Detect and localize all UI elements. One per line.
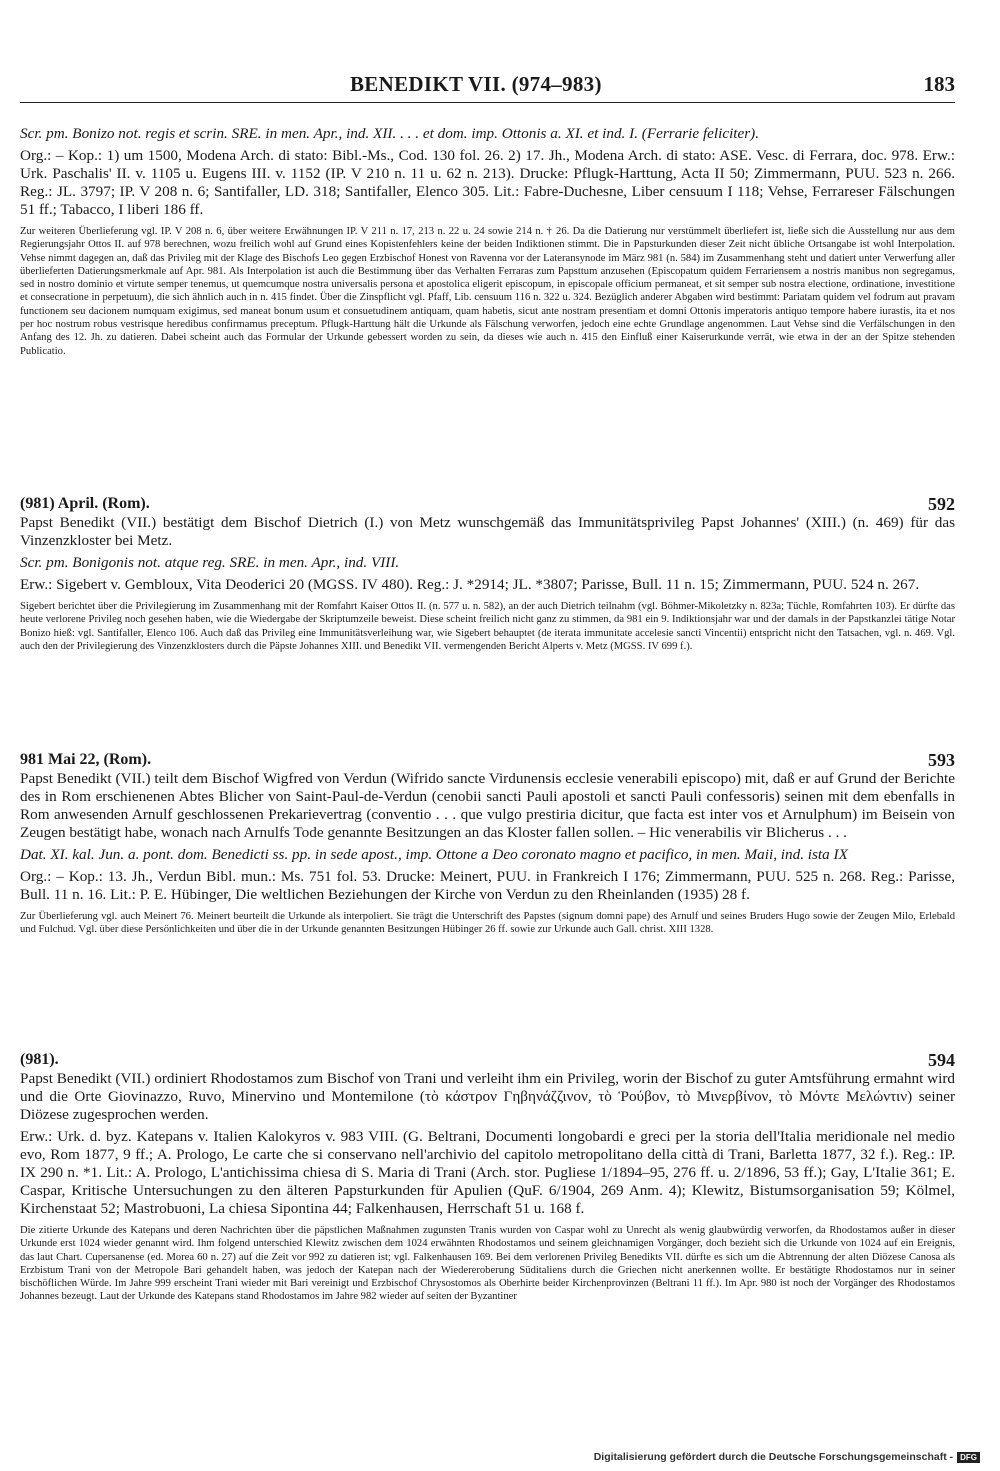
regest-number: 593: [928, 750, 955, 770]
regest-heading: [20, 750, 955, 770]
regest-commentary: Zur Überlieferung vgl. auch Meinert 76. Meinert beurteilt die Urkunde als interpoliert. Sie trägt die Unterschrift des Papstes (signum domni pape) des Arnulf und seines Bruders Hugo sowie der Zeugen Milo, Erlebald und Fulchud. Vgl. über diese Persönlichkeiten und über die in der Urkunde genannten Besitzungen Hübinger 26 ff. sowie zur Urkunde auch Gall. christ. XIII 1328.: [20, 911, 955, 936]
regest-heading: [20, 1050, 955, 1070]
entry-commentary: Zur weiteren Überlieferung vgl. IP. V 208 n. 6, über weitere Erwähnungen IP. V 211 n. 17, 213 n. 22 u. 24 sowie 214 n. † 26. Da die Datierung nur verstümmelt überliefert ist, ließe sich die Ausstellung nur aus dem Regierungsjahr Ottos II. auf 978 berechnen, wozu freilich wohl auf Grund eines Kopistenfehlers keine der beiden Indiktionen stimmt. Die in Papsturkunden dieser Zeit nicht übliche Ortsangabe ist wohl Interpolation. Vehse nimmt dagegen an, daß das Privileg mit der Klage des Bischofs Leo gegen Erzbischof Honest von Ravenna vor der Lateransynode im März 981 (n. 584) im Zusammenhang steht und datiert unter Verwerfung aller überlieferten Datierungsmerkmale auf Apr. 981. Als Interpolation ist auch die Bestimmung über das Verhalten Ferraras zum Papsttum anzusehen (Episcopatum quidem Ferrariensem a nostris manibus non segregamus, sed in nostro dominio et virtute semper tenemus, ut quemcumque nostra universalis persona et apostolica eligerit episcopum, in episcopale officium permaneat, et sit semper sub nostra electione, ordinatione, investitione et consecratione in perpetuum), die sich ähnlich auch in n. 415 findet. Über die Zinspflicht vgl. Pfaff, Lib. censuum 116 n. 322 u. 324. Bezüglich anderer Abgaben wird bestimmt: Pariatam quidem vel fodrum aut pravam functionem seu dacionem numquam exigimus, sed maneat bonum usum et consuetudinem antiquam, quam habetis, sicut ante nostram presentiam et domni Ottonis imperatoris antiquo tempore habere iurastis, ita et nos per hoc nostrum robus vestrisque heredibus confirmamus preceptum. Pflugk-Harttung hält die Urkunde als Fälschung verworfen, jedoch eine echte Grundlage angenommen. Laut Vehse sind die Verfälschungen in den Anfang des 12. Jh. zu datieren. Dabei scheint auch das Formular der Urkunde gebessert worden zu sein, da dieses wie auch n. 415 den Einfluß einer Kaiserurkunde verrät, wie etwa in der an der Spitze stehenden Publicatio.: [20, 226, 955, 357]
regest-commentary: Die zitierte Urkunde des Katepans und deren Nachrichten über die päpstlichen Maßnahmen zugunsten Tranis wurden von Caspar wohl zu Unrecht als wenig glaubwürdig verworfen, da Rhodostamos außer in dieser Urkunde erst 1024 wieder genannt wird. Ihm folgend unterschied Klewitz zwischen dem 1024 erwähnten Rhodostamos und seinem gleichnamigen Vorgänger, doch bezieht sich die Urkunde von 1024 auf ein Ereignis, das laut Chart. Cupersanense (ed. Morea 60 n. 27) auf die Zeit vor 992 zu datieren ist; vgl. Falkenhausen 169. Bei dem verlorenen Privileg Benedikts VII. dürfte es sich um die Abtrennung der alten Diözese Canosa als Erzbistum Trani von der Metropole Bari gehandelt haben, was jedoch der Katepan nach der Wiedereroberung Süditaliens durch die Griechen nicht anerkennen wollte. Er bestätigte Rhodostamos nur in seiner bischöflichen Würde. Im Jahre 999 erscheint Trani wieder mit Bari vereinigt und Erzbischof Chrysostomos als Oberhirte beider Kirchenprovinzen (Beltrani 11 ff.). Im Apr. 980 ist noch der Vorgänger des Rhodostamos Johannes bezeugt. Laut der Urkunde des Katepans stand Rhodostamos im Jahre 982 wieder auf seiten der Byzantiner: [20, 1225, 955, 1303]
running-title: BENEDIKT VII. (974–983): [350, 72, 602, 96]
regest-592: [20, 494, 955, 653]
regest-number: 592: [928, 494, 955, 514]
dfg-logo: DFG: [957, 1452, 980, 1463]
regest-heading: [20, 494, 955, 514]
regest-date: (981) April. (Rom).: [20, 495, 150, 512]
regest-summary: Papst Benedikt (VII.) bestätigt dem Bischof Dietrich (I.) von Metz wunschgemäß das Immunitätsprivileg Papst Johannes' (XIII.) (n. 469) für das Vinzenzkloster bei Metz.: [20, 514, 955, 549]
regest-summary: Papst Benedikt (VII.) teilt dem Bischof Wigfred von Verdun (Wifrido sancte Virdunensis ecclesie venerabili episcopo) mit, daß er auf Grund der Berichte des in Rom erschienenen Abtes Blicher von Saint-Paul-de-Verdun (cenobii sancti Pauli apostoli et sancti Pauli confessoris) seinen mit dem ebenfalls in Rom anwesenden Arnulf geschlossenen Prekarievertrag (conventio . . . que vulgo prestiria dicitur, que facta est inter vos et Arnulphum) im Beisein von Zeugen bestätigt habe, wonach nach Arnulfs Tode genannte Besitzungen an das Kloster fallen sollen. – Hic venerabilis vir Blicherus . . .: [20, 770, 955, 841]
regest-summary: Papst Benedikt (VII.) ordiniert Rhodostamos zum Bischof von Trani und verleiht ihm ein Privileg, worin der Bischof zu guter Amtsführung ermahnt wird und die Orte Giovinazzo, Ruvo, Minervino und Montemilone (τὸ κάστρον Γηβηνάζζινον, τὸ Ῥούβον, τὸ Μινερβίνον, τὸ Μόντε Μελώντιν) seiner Diözese zugesprochen werden.: [20, 1070, 955, 1123]
regest-transmission: Erw.: Sigebert v. Gembloux, Vita Deoderici 20 (MGSS. IV 480). Reg.: J. *2914; JL. *3807; Parisse, Bull. 11 n. 15; Zimmermann, PUU. 524 n. 267.: [20, 576, 920, 593]
entry-script-line: Scr. pm. Bonizo not. regis et scrin. SRE. in men. Apr., ind. XII. . . . et dom. imp. Ottonis a. XI. et ind. I. (Ferrarie feliciter).: [20, 125, 760, 142]
regest-script-line: Dat. XI. kal. Jun. a. pont. dom. Benedicti ss. pp. in sede apost., imp. Ottone a Deo coronato magno et pacifico, in men. Maii, ind. ista IX: [20, 846, 848, 863]
regest-date: (981).: [20, 1051, 59, 1068]
regest-number: 594: [928, 1050, 955, 1070]
regest-date: 981 Mai 22, (Rom).: [20, 751, 152, 768]
regest-transmission: Erw.: Urk. d. byz. Katepans v. Italien Kalokyros v. 983 VIII. (G. Beltrani, Documenti longobardi e greci per la storia dell'Italia meridionale nel medio evo, Rom 1877, 9 ff.; A. Prologo, Le carte che si conservano nell'archivio del capitolo metropolitano della città di Trani, Barletta 1877, 32 f.). Reg.: IP. IX 290 n. *1. Lit.: A. Prologo, L'antichissima chiesa di S. Maria di Trani (Arch. stor. Pugliese 1/1894–95, 276 ff. u. 2/1896, 53 ff.); Gay, L'Italie 361; E. Caspar, Kritische Untersuchungen zu den älteren Papsturkunden für Apulien (QuF. 6/1904, 269 Anm. 4); Klewitz, Bistumsorganisation 59; Kölmel, Kirchenstaat 52; Mastrobuoni, La chiesa Sipontina 44; Falkenhausen, Herrschaft 51 u. 168 f.: [20, 1128, 955, 1217]
continuation-entry: [20, 125, 955, 358]
funding-footer: [594, 1451, 980, 1463]
footer-text: Digitalisierung gefördert durch die Deutsche Forschungsgemeinschaft -: [593, 1451, 954, 1463]
regest-commentary: Sigebert berichtet über die Privilegierung im Zusammenhang mit der Romfahrt Kaiser Ottos II. (n. 577 u. n. 582), an der auch Dietrich teilnahm (vgl. Böhmer-Mikoletzky n. 823a; Tüchle, Romfahrten 103). Er dürfte das heute verlorene Privileg noch gesehen haben, wie die Wiedergabe der Skriptumzeile beweist. Diese scheint freilich nicht ganz zu stimmen, da 981 ein 9. Indiktionsjahr war und der damals in der Papstkanzlei tätige Notar Bonizo hieß: vgl. Santifaller, Elenco 106. Auch daß das Privileg eine Immunitätsverleihung war, wie Sigebert behauptet (de iterata immunitate accelesie sancti Vincentii) entspricht nicht den Tatsachen, vgl. n. 469. Vgl. auch den der Privilegierung des Vinzenzklosters durch die Päpste Johannes XIII. und Benedikt VII. vermengenden Bericht Alperts v. Metz (MGSS. IV 699 f.).: [20, 601, 955, 652]
regest-script-line: Scr. pm. Bonigonis not. atque reg. SRE. in men. Apr., ind. VIII.: [20, 554, 400, 571]
regest-594: [20, 1050, 955, 1304]
regest-593: [20, 750, 955, 937]
entry-transmission: Org.: – Kop.: 1) um 1500, Modena Arch. di stato: Bibl.-Ms., Cod. 130 fol. 26. 2) 17. Jh., Modena Arch. di stato: ASE. Vesc. di Ferrara, doc. 978. Erw.: Urk. Paschalis' II. v. 1105 u. Eugens III. v. 1152 (IP. V 210 n. 11 u. 62 n. 213). Drucke: Pflugk-Harttung, Acta II 50; Zimmermann, PUU. 523 n. 266. Reg.: JL. 3797; IP. V 208 n. 6; Santifaller, LD. 318; Santifaller, Elenco 305. Lit.: Fabre-Duchesne, Liber censuum I 118; Vehse, Ferrareser Fälschungen 51 ff.; Tabacco, I liberi 186 ff.: [20, 147, 955, 218]
page-number: 183: [923, 72, 955, 96]
regest-transmission: Org.: – Kop.: 13. Jh., Verdun Bibl. mun.: Ms. 751 fol. 53. Drucke: Meinert, PUU. in Frankreich I 176; Zimmermann, PUU. 525 n. 268. Reg.: Parisse, Bull. 11 n. 16. Lit.: P. E. Hübinger, Die weltlichen Beziehungen der Kirche von Verdun zu den Rheinlanden (1935) 28 f.: [20, 868, 955, 903]
page-header: [20, 72, 955, 103]
